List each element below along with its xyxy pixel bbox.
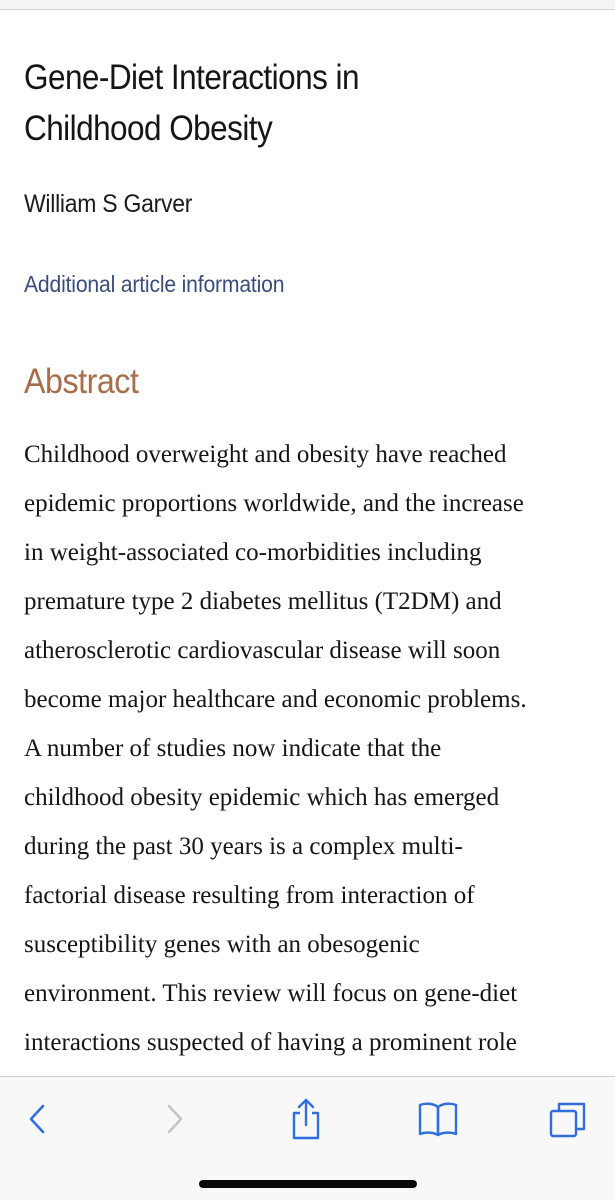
abstract-line: atherosclerotic cardiovascular disease will soon — [24, 637, 501, 664]
abstract-line: premature type 2 diabetes mellitus (T2DM) and — [24, 588, 502, 615]
additional-info-link[interactable]: Additional article information — [24, 271, 285, 297]
abstract-line: interactions suspected of having a prominent role — [24, 1029, 517, 1056]
article-title — [24, 52, 582, 154]
abstract-line: susceptibility genes with an obesogenic — [24, 931, 420, 958]
abstract-line: epidemic proportions worldwide, and the increase — [24, 490, 524, 517]
forward-button[interactable] — [149, 1097, 199, 1141]
abstract-line: factorial disease resulting from interaction of — [24, 882, 475, 909]
article-author[interactable]: William S Garver — [24, 190, 193, 218]
bookmarks-button[interactable] — [413, 1097, 463, 1141]
abstract-line: become major healthcare and economic problems. — [24, 686, 527, 713]
share-button[interactable] — [281, 1097, 331, 1141]
article-title-line-1: Gene-Diet Interactions in — [24, 58, 359, 97]
abstract-line: during the past 30 years is a complex multi- — [24, 833, 463, 860]
abstract-line: in weight-associated co-morbidities including — [24, 539, 482, 566]
tabs-button[interactable] — [543, 1097, 593, 1141]
share-icon — [289, 1098, 323, 1140]
chevron-right-icon — [163, 1103, 185, 1135]
tabs-icon — [548, 1099, 588, 1139]
home-indicator[interactable] — [199, 1180, 417, 1188]
abstract-text — [24, 430, 596, 1067]
browser-top-bar — [0, 0, 615, 10]
book-icon — [417, 1101, 459, 1137]
abstract-line: Childhood overweight and obesity have reached — [24, 441, 507, 468]
abstract-heading: Abstract — [24, 362, 139, 401]
abstract-line: childhood obesity epidemic which has emerged — [24, 784, 500, 811]
abstract-line: environment. This review will focus on gene-diet — [24, 980, 518, 1007]
article-title-line-2: Childhood Obesity — [24, 109, 273, 148]
chevron-left-icon — [27, 1103, 49, 1135]
back-button[interactable] — [13, 1097, 63, 1141]
abstract-line: A number of studies now indicate that the — [24, 735, 442, 762]
